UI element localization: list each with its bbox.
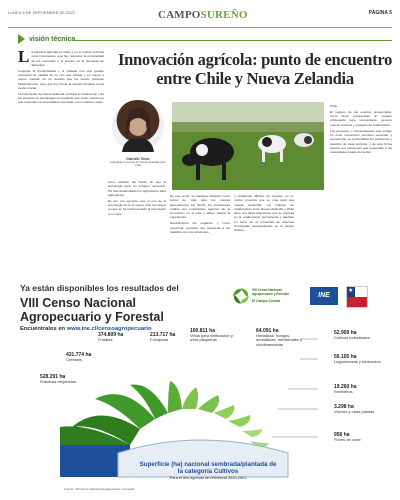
paragraph: La innovación de Nueva Zelandia combina su producción y de los avances en tecnologías innovadoras que crean soluciones que responden a necesidades concretas, con medición reales.: [18, 91, 104, 105]
crop-item: [334, 405, 390, 414]
crop-label: Leguminosas y tubérculos: [334, 358, 381, 364]
logo-line-1: VIII Censo Nacional: [252, 288, 282, 292]
surface-title: Superficie (ha) nacional sembrada/plantada de la categoría Cultivos: [139, 461, 277, 475]
paragraph: [18, 50, 104, 67]
paragraph: como también del hecho de que la tecnología tiene un enfoque necesario. Ha sido desarrollado por agricultores para agricultores.: [108, 180, 166, 197]
drop-cap: L: [18, 50, 30, 66]
article-column-2: [108, 180, 166, 274]
crop-value: 52.909 ha: [334, 330, 357, 336]
surface-caption: [138, 461, 278, 480]
fan-segment-industriales: [198, 395, 219, 413]
crop-item: [334, 355, 390, 364]
issue-date: LUNES 6 DE SEPTIEMBRE DE 2022: [8, 10, 75, 15]
crop-item: [334, 433, 390, 442]
crop-item: [190, 329, 240, 343]
crop-label: Semilleros: [334, 388, 353, 394]
crop-item: [98, 333, 138, 342]
crop-value: 956 ha: [334, 432, 350, 438]
crop-value: 64.091 ha: [256, 328, 279, 334]
cows-photo: [172, 102, 324, 190]
paragraph: Conjugar la productividad y el cuidado con una gestión ambiental de calidad se ve con una mirada y en mayor o menor medida, es un desafío que ha venido presente históricamente, pero que hoy frente al cambio climático se ha vuelto crucial.: [18, 68, 104, 90]
crop-label: Cultivos industriales: [334, 334, 370, 340]
crop-value: 100.811 ha: [190, 328, 216, 334]
paragraph: Chile.: [330, 104, 338, 108]
fan-segment-viveros: [242, 429, 262, 437]
section-label: [18, 33, 75, 45]
logo-line-2: Agropecuario y Forestal: [252, 291, 289, 296]
paragraph: Los procesos y conversaciones que surgen en esos encuentros permiten escuchar y comprender en profundidad los problemas y desafíos de cada territorio, y de esta forma aportar con soluciones que respondan a las necesidades reales del sector.: [330, 128, 392, 155]
fan-segment-vinas: [168, 381, 182, 413]
census-intro: Ya están disponibles los resultados del: [20, 283, 179, 293]
crop-value: 50.105 ha: [334, 354, 357, 360]
fan-segment-leguminosas: [214, 405, 234, 419]
crop-item: [334, 385, 390, 394]
portrait-caption-name: Gabrielle Shear: [126, 157, 150, 161]
crop-value: 528.291 ha: [40, 374, 66, 380]
crop-item: [150, 333, 190, 342]
brand-part-a: CAMPO: [158, 9, 201, 21]
crop-label: Praderas mejoradas: [40, 378, 77, 384]
census-logo-sub: El Campo Cuenta: [252, 299, 281, 303]
section-divider: [75, 40, 392, 41]
section-title: visión técnica: [29, 35, 76, 43]
article-column-4: [234, 194, 294, 274]
crop-value: 431.774 ha: [66, 352, 92, 358]
surface-subtitle: Para el año agrícola de referencia 2020-2021: [169, 476, 247, 480]
source-note: Fuente: VIII Censo Nacional Agropecuario y Forestal: [64, 487, 135, 491]
crop-label: Flores de corte: [334, 436, 361, 442]
article-column-5: [330, 104, 392, 274]
crop-item: [334, 331, 390, 340]
page-header: [8, 4, 392, 28]
census-title-line-2: Agropecuario y Forestal: [20, 310, 164, 324]
cows-pasture-image: [172, 102, 324, 190]
paragraph: El regreso de los eventos presenciales, como Fisur, representan un espacio privilegiado para reconectarse, generar nuevos vínculos y espacios de colaboración.: [330, 109, 392, 127]
play-arrow-icon: [18, 34, 25, 44]
article-column-3: [170, 194, 230, 274]
crop-item: [256, 329, 312, 347]
census-url-link[interactable]: www.ine.cl/censoagropecuario: [66, 326, 152, 332]
fan-segment-semilleros: [228, 415, 250, 427]
paragraph: y problemas difíciles de resolver en un mismo proyecto que se crea para una mejora sostenible. La relación de colaboración entre Nueva Zelandia y Chile tiene una larga trayectoria, que se expresa en la colaboración permanente y también en torno de la presencia de diversas tecnologías neozelandesas en el campo chileno.: [234, 194, 294, 233]
brand-part-b: SUREÑO: [200, 9, 248, 21]
crop-label: Viveros y otras plantas: [334, 408, 375, 414]
crop-item: [66, 353, 106, 362]
author-portrait: [112, 100, 164, 152]
portrait-caption-role: agregada comercial de Nueva Zelandia para Chile: [110, 160, 166, 168]
paragraph: Es así, por ejemplo, que el uso de la tecnología no es lo nuevo, sino la manera en que se ha implementado la innovación en el país.: [108, 198, 166, 216]
crop-label: Viñas para vinificación y uvas pisqueras: [190, 332, 233, 343]
crop-item: [40, 375, 80, 384]
census-title-line-1: VIII Censo Nacional: [20, 296, 137, 310]
article-column-1: [18, 50, 104, 274]
crop-value: 374.809 ha: [98, 332, 124, 338]
paragraph: Naturalmente los espacios y como conversar, permiten dar respuesta a los desafíos con sus soluciones.: [170, 221, 230, 234]
paragraph-text: a industria agrícola en Chile y en el mundo enfrenta retos importantes, que hoy requieren la complejidad de los mercados y la presión de la demanda de alimentos.: [31, 50, 104, 67]
crop-label: Frutales: [98, 336, 113, 342]
url-prefix: Encuéntralos en: [20, 326, 67, 332]
crop-label: Cereales: [66, 356, 83, 362]
census-infographic: [0, 277, 400, 500]
fan-segment-hortalizas: [182, 387, 198, 409]
crop-value: 213.717 ha: [150, 332, 176, 338]
page-number: PÁGINA 5: [368, 10, 392, 16]
article-title: Innovación agrícola: punto de encuentro entre Chile y Nueva Zelandia: [118, 50, 393, 88]
crop-label: Hortalizas, hongos, aromáticas, medicinales y condimentarias: [256, 332, 303, 347]
newspaper-brand: [158, 9, 248, 21]
paragraph: De ese modo, la mantiene atractivo como forma de vida para las nuevas generaciones. De hecho, los productores rurales son importantes agentes de la innovación en el país y saben valorar la experiencia.: [170, 194, 230, 220]
ine-logo: INE: [310, 287, 338, 305]
crop-label: Forrajeras: [150, 336, 169, 342]
star-icon: ★: [348, 288, 354, 294]
crop-value: 19.260 ha: [334, 384, 357, 390]
portrait-illustration: [112, 100, 164, 152]
crop-value: 3.298 ha: [334, 404, 354, 410]
